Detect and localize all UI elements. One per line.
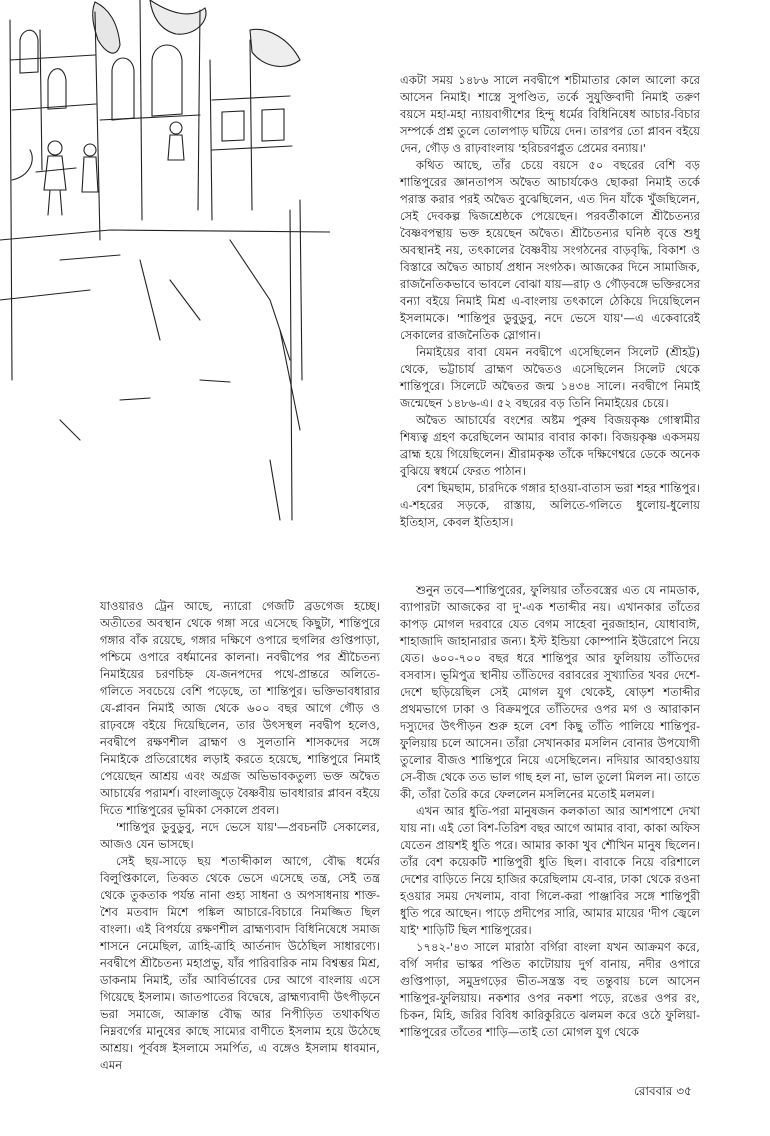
paragraph: নিমাইয়ের বাবা যেমন নবদ্বীপে এসেছিলেন সিলেট (শ্রীহট্ট) থেকে, ভট্টাচার্য ব্রাহ্মণ অদ্বৈতও এসেছিলেন সিলেট থেকে শান্তিপুরে। সিলেটে অদ্বৈতর জন্ম ১৪৩৪ সালে। নবদ্বীপে নিমাই জন্মেছেন ১৪৮৬-এ। ৫২ বছরের বড় তিনি নিমাইয়ের চেয়ে। [400, 345, 700, 410]
street-sketch-illustration [0, 0, 330, 525]
article-column-right-bottom [400, 582, 700, 1041]
paragraph: কথিত আছে, তাঁর চেয়ে বয়সে ৫০ বছরের বেশি বড় শান্তিপুরের জ্ঞানতাপস অদ্বৈত আচার্যকেও ছোকরা নিমাই তর্কে পরাস্ত করার পরই অদ্বৈত বুঝেছিলেন, এত দিন যাঁকে খুঁজছিলেন, সেই দেবকল্প দ্বিজশ্রেষ্ঠকে পেয়েছেন। পরবর্তীকালে শ্রীচৈতন্যর বৈষ্ণবপন্থায় ভক্ত হয়েছেন অদ্বৈত। শ্রীচৈতন্যর ঘনিষ্ঠ বৃত্তে শুধু অবস্থানই নয়, তৎকালের বৈষ্ণবীয় সংগঠনের বাড়বৃদ্ধি, বিকাশ ও বিস্তারে অদ্বৈত আচার্য প্রধান সংগঠক। আজকের দিনে সামাজিক, রাজনৈতিকভাবে ভাবলে বোঝা যায়—রাঢ় ও গৌড়বঙ্গে ভক্তিরসের বন্যা বইয়ে নিমাই মিশ্র এ-বাংলায় তৎকালে ঠেকিয়ে দিয়েছিলেন ইসলামকে। 'শান্তিপুর ডুবুডুবু, নদে ভেসে যায়'—এ একেবারেই সেকালের রাজনৈতিক স্লোগান। [400, 158, 700, 342]
paragraph: অদ্বৈত আচার্যের বংশের অষ্টম পুরুষ বিজয়কৃষ্ণ গোস্বামীর শিষ্যত্ব গ্রহণ করেছিলেন আমার বাবার কাকা। বিজয়কৃষ্ণ একসময় ব্রাহ্ম হয়ে গিয়েছিলেন। শ্রীরামকৃষ্ণ তাঁকে দক্ষিণেশ্বরে ডেকে অনেক বুঝিয়ে স্বধর্মে ফেরত পাঠান। [400, 413, 700, 478]
paragraph: যাওয়ারও ট্রেন আছে, ন্যারো গেজটি ব্রডগেজ হচ্ছে। অতীতের অবস্থান থেকে গঙ্গা সরে এসেছে কিছুটা, শান্তিপুরে গঙ্গার বাঁক রয়েছে, গঙ্গার দক্ষিণে ওপারে হুগলির গুপ্তিপাড়া, পশ্চিমে ওপারে বর্ধমানের কালনা। নবদ্বীপের পর শ্রীচৈতন্য নিমাইয়ের চরণচিহ্ন যে-জনপদের পথে-প্রান্তরে অলিতে-গলিতে সবচেয়ে বেশি পড়েছে, তা শান্তিপুর। ভক্তিভাবধারার যে-প্লাবন নিমাই আজ থেকে ৬০০ বছর আগে গৌড় ও রাঢ়বঙ্গে বইয়ে দিয়েছিলেন, তার উৎসস্থল নবদ্বীপ হলেও, নবদ্বীপে রক্ষণশীল ব্রাহ্মণ ও সুলতানি শাসকদের সঙ্গে নিমাইকে প্রতিরোধের লড়াই করতে হয়েছে, শান্তিপুরে নিমাই পেয়েছেন আশ্রয় এবং অগ্রজ অভিভাবকতুল্য ভক্ত অদ্বৈত আচার্যের পরামর্শ। বাংলাজুড়ে বৈষ্ণবীয় ভাবধারার প্লাবন বইয়ে দিতে শান্তিপুরের ভূমিকা সেকালে প্রবল। [100, 599, 380, 817]
paragraph: ১৭৪২-'৪৩ সালে মারাঠা বর্গিরা বাংলা যখন আক্রমণ করে, বর্গি সর্দার ভাস্কর পণ্ডিত কাটোয়ায় দুর্গ বানায়, নদীর ওপারে গুপ্তিপাড়া, সমুদ্রগড়ের ভীত-সন্ত্রস্ত বহু তন্তুবায় চলে আসেন শান্তিপুর-ফুলিয়ায়। নকশার ওপর নকশা পড়ে, রঙের ওপর রং, চিকন, মিহি, জরির বিবিধ কারিকুরিতে ঝলমল করে ওঠে ফুলিয়া-শান্তিপুরের তাঁতের শাড়ি—তাই তো মোগল যুগ থেকে [400, 940, 700, 1039]
page-footer: রোববার ৩৫ [634, 1084, 692, 1098]
paragraph: সেই ছয়-সাড়ে ছয় শতাব্দীকাল আগে, বৌদ্ধ ধর্মের বিলুপ্তিকালে, তিব্বত থেকে ভেসে এসেছে তন্ত্র, সেই তন্ত্র থেকে তুকতাক পর্যন্ত নানা গুহ্য সাধনা ও অপসাধনায় শাক্ত-শৈব মতবাদ মিশে পঙ্কিল আচারে-বিচারে নিমজ্জিত ছিল বাংলা। এই বিপর্যয়ে রক্ষণশীল ব্রাহ্মণ্যবাদ বিধিনিষেধে সমাজ শাসনে নেমেছিল, ত্রাহি-ত্রাহি আর্তনাদ উঠেছিল সাধারণ্যে। নবদ্বীপে শ্রীচৈতন্য মহাপ্রভু, যাঁর পারিবারিক নাম বিশ্বম্ভর মিশ্র, ডাকনাম নিমাই, তাঁর আবির্ভাবের ঢের আগে বাংলায় এসে গিয়েছে ইসলাম। জাতপাতের বিদ্বেষে, ব্রাহ্মণ্যবাদী উৎপীড়নে ভরা সমাজে, আক্রান্ত বৌদ্ধ আর নিপীড়িত তথাকথিত নিম্নবর্গের মানুষের কাছে সাম্যের বাণীতে ইসলাম হয়ে উঠেছে আশ্রয়। পূর্ববঙ্গ ইসলামে সমর্পিত, এ বঙ্গেও ইসলাম ধাবমান, এমন [100, 854, 380, 1072]
article-column-left-bottom [100, 598, 380, 1074]
paragraph: বেশ ছিমছাম, চারদিকে গঙ্গার হাওয়া-বাতাস ভরা শহর শান্তিপুর। এ-শহরের সড়কে, রাস্তায়, অলিতে-গলিতে ধুলোয়-ধুলোয় ইতিহাস, কেবল ইতিহাস। [400, 481, 700, 529]
paragraph: শুনুন তবে—শান্তিপুরের, ফুলিয়ার তাঁতবস্ত্রের এত যে নামডাক, ব্যাপারটা আজকের বা দু'-এক শতাব্দীর নয়। এখানকার তাঁতের কাপড় মোগল দরবারে যেত বেগম সাহেবা নুরজাহান, যোধাবাঈ, শাহাজাদি জাহানারার জন্য। ইস্ট ইন্ডিয়া কোম্পানি ইউরোপে নিয়ে যেত। ৬০০-৭০০ বছর ধরে শান্তিপুর আর ফুলিয়ায় তাঁতিদের বসবাস। ভূমিপুত্র স্থানীয় তাঁতিদের বরাবরের সুখ্যাতির খবর দেশে-দেশে ছড়িয়েছিল সেই মোগল যুগ থেকেই, ষোড়শ শতাব্দীর প্রথমভাগে ঢাকা ও বিক্রমপুরে তাঁতিদের ওপর মগ ও আরাকান দস্যুদের উৎপীড়ন শুরু হলে বেশ কিছু তাঁতি পালিয়ে শান্তিপুর-ফুলিয়ায় চলে আসেন। তাঁরা সেখানকার মসলিন বোনার উপযোগী তুলোর বীজও শান্তিপুরে নিয়ে এসেছিলেন। নদিয়ার আবহাওয়ায় সে-বীজ থেকে তত ভাল গাছ হল না, ভাল তুলো মিলল না। তাতে কী, তাঁরা তৈরি করে ফেললেন মসলিনের মতোই মলমল। [400, 583, 700, 801]
paragraph: 'শান্তিপুর ডুবুডুবু, নদে ভেসে যায়'—প্রবচনটি সেকালের, আজও যেন ভাসছে। [100, 820, 380, 851]
paragraph: একটা সময় ১৪৮৬ সালে নবদ্বীপে শচীমাতার কোল আলো করে আসেন নিমাই। শাস্ত্রে সুপণ্ডিত, তর্কে সুযুক্তিবাদী নিমাই তরুণ বয়সে মহা-মহা ন্যায়বাগীশের হিন্দু ধর্মের বিধিনিষেধ আচার-বিচার সম্পর্কে প্রশ্ন তুলে তোলপাড় ঘটিয়ে দেন। তারপর তো প্লাবন বইয়ে দেন, গৌড় ও রাঢ়বাংলায় 'হরিচরণপ্লুত প্রেমের বন্যায়।' [400, 73, 700, 155]
paragraph: এখন আর ধুতি-পরা মানুষজন কলকাতা আর আশপাশে দেখা যায় না। এই তো বিশ-তিরিশ বছর আগে আমার বাবা, কাকা অফিস যেতেন প্রায়শই ধুতি পরে। আমার কাকা খুব শৌখিন মানুষ ছিলেন। তাঁর বেশ কয়েকটি শান্তিপুরী ধুতি ছিল। বাবাকে নিয়ে বরিশালে দেশের বাড়িতে নিয়ে হাজির করেছিলাম যে-বার, ঢাকা থেকে রওনা হওয়ার সময় দেখলাম, বাবা গিলে-করা পাঞ্জাবির সঙ্গে শান্তিপুরী ধুতি পরে আছেন। পাড়ে প্রদীপের সারি, আমার মায়ের 'দীপ জ্বেলে যাই' শাড়িটি ছিল শান্তিপুরের। [400, 804, 700, 937]
article-column-right-top [400, 72, 700, 531]
